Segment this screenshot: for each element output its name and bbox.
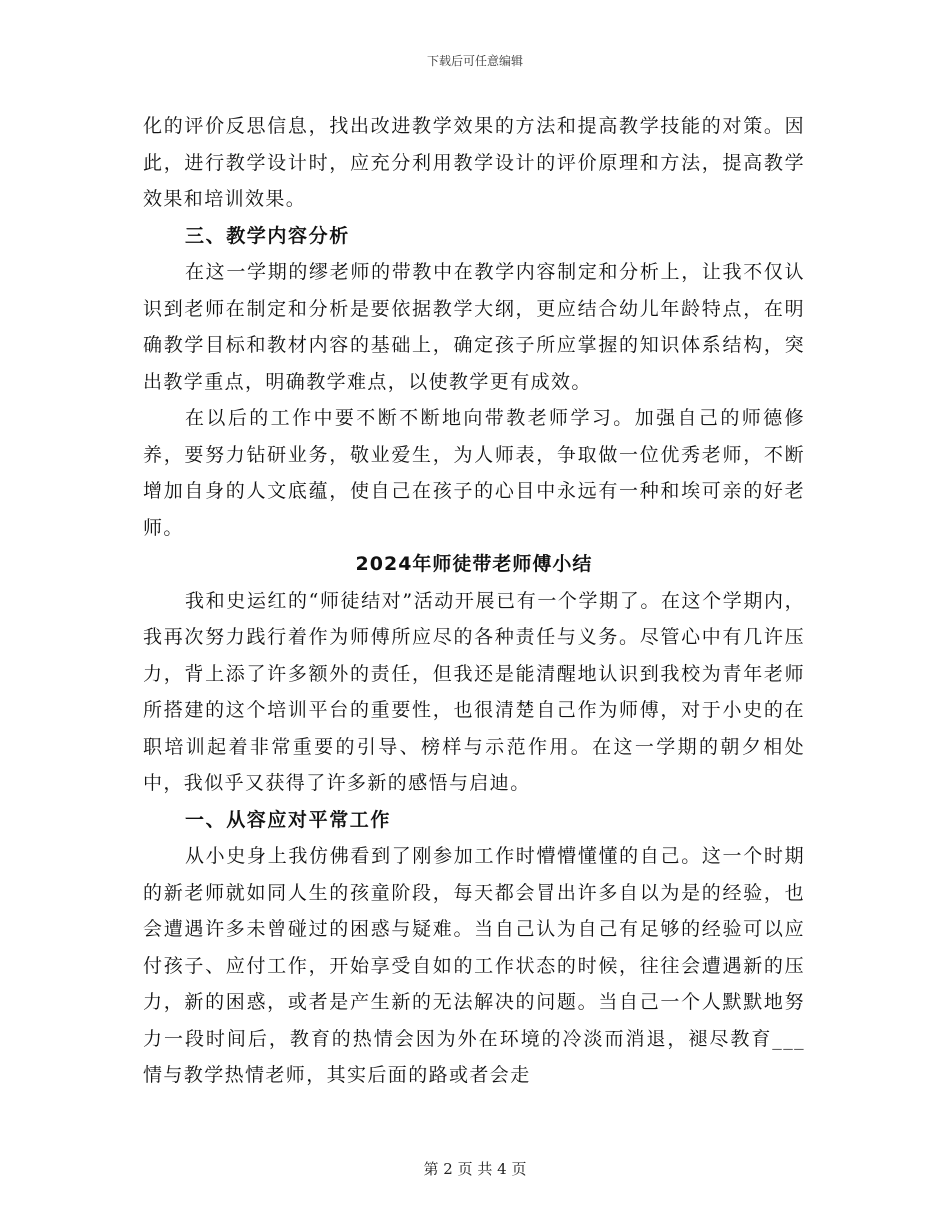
document-body — [143, 108, 805, 1094]
article-title: 2024年师徒带老师傅小结 — [355, 553, 593, 575]
page-footer: 第 2 页 共 4 页 — [423, 1160, 527, 1178]
paragraph: 化的评价反思信息，找出改进教学效果的方法和提高教学技能的对策。因此，进行教学设计时，应充分利用教学设计的评价原理和方法，提高教学效果和培训效果。 — [143, 115, 805, 210]
paragraph: 我和史运红的“师徒结对”活动开展已有一个学期了。在这个学期内，我再次努力践行着作为师傅所应尽的各种责任与义务。尽管心中有几许压力，背上添了许多额外的责任，但我还是能清醒地认识到我校为青年老师所搭建的这个培训平台的重要性，也很清楚自己作为师傅，对于小史的在职培训起着非常重要的引导、榜样与示范作用。在这一学期的朝夕相处中，我似乎又获得了许多新的感悟与启迪。 — [143, 589, 805, 794]
section-heading: 三、教学内容分析 — [185, 224, 350, 247]
paragraph: 在以后的工作中要不断不断地向带教老师学习。加强自己的师德修养，要努力钻研业务，敬业爱生，为人师表，争取做一位优秀老师，不断增加自身的人文底蕴，使自己在孩子的心目中永远有一种和埃可亲的好老师。 — [143, 407, 805, 539]
section-heading: 一、从容应对平常工作 — [185, 808, 392, 831]
page-header: 下载后可任意编辑 — [426, 54, 523, 68]
paragraph: 从小史身上我仿佛看到了刚参加工作时懵懵懂懂的自己。这一个时期的新老师就如同人生的孩童阶段，每天都会冒出许多自以为是的经验，也会遭遇许多未曾碰过的困惑与疑难。当自己认为自己有足够的经验可以应付孩子、应付工作，开始享受自如的工作状态的时候，往往会遭遇新的压力，新的困惑，或者是产生新的无法解决的问题。当自己一个人默默地努力一段时间后，教育的热情会因为外在环境的冷淡而消退，褪尽教育___情与教学热情老师，其实后面的路或者会走 — [143, 845, 805, 1086]
paragraph: 在这一学期的缪老师的带教中在教学内容制定和分析上，让我不仅认识到老师在制定和分析是要依据教学大纲，更应结合幼儿年龄特点，在明确教学目标和教材内容的基础上，确定孩子所应掌握的知识体系结构，突出教学重点，明确教学难点，以使教学更有成效。 — [143, 261, 805, 393]
